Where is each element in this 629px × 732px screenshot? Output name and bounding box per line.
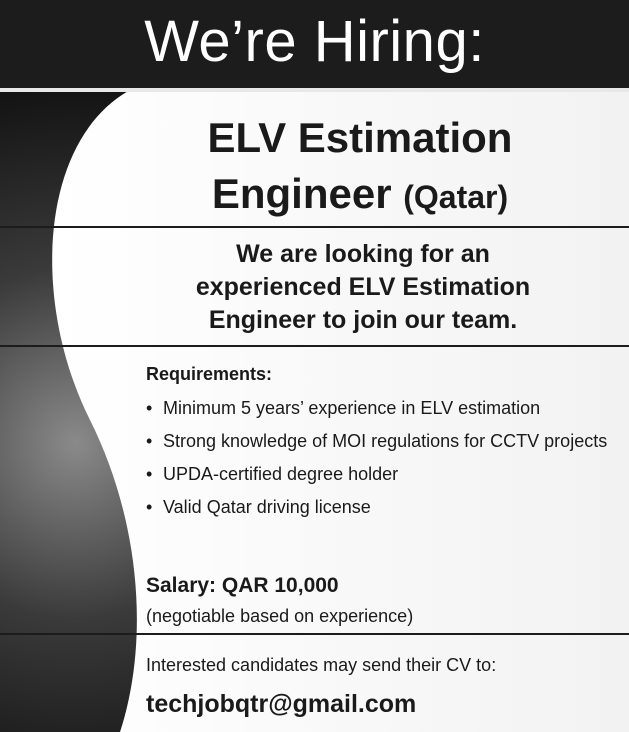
bullet-icon: •: [146, 464, 153, 484]
requirement-item: [146, 429, 616, 453]
requirement-item: [146, 396, 616, 420]
job-title-line2: Engineer: [211, 170, 392, 217]
requirement-item: [146, 462, 616, 486]
requirement-text: Strong knowledge of MOI regulations for CCTV projects: [163, 431, 608, 451]
intro-text: [118, 238, 608, 337]
requirement-item: [146, 495, 616, 519]
intro-line: experienced ELV Estimation: [195, 273, 531, 301]
bullet-icon: •: [146, 497, 153, 517]
requirements-heading: Requirements:: [146, 364, 273, 384]
salary-note: (negotiable based on experience): [146, 606, 414, 626]
intro-line: We are looking for an: [236, 240, 490, 268]
job-title-line1: ELV Estimation: [207, 114, 513, 161]
intro-line: Engineer to join our team.: [208, 306, 518, 334]
hiring-headline: We’re Hiring:: [144, 9, 485, 74]
contact-text: Interested candidates may send their CV to:: [146, 655, 497, 675]
divider: [0, 633, 629, 635]
requirement-text: UPDA-certified degree holder: [163, 464, 399, 484]
job-title-line2-wrap: [110, 166, 610, 225]
bullet-icon: •: [146, 398, 153, 418]
requirement-text: Minimum 5 years’ experience in ELV estimation: [163, 398, 541, 418]
job-location: (Qatar): [403, 179, 509, 215]
contact-email[interactable]: techjobqtr@gmail.com: [146, 690, 417, 718]
bullet-icon: •: [146, 431, 153, 451]
salary-label: Salary: QAR 10,000: [146, 574, 339, 597]
requirement-text: Valid Qatar driving license: [163, 497, 371, 517]
job-title: [110, 110, 610, 225]
divider: [0, 226, 629, 228]
divider: [0, 345, 629, 347]
requirements-list: [146, 396, 616, 528]
